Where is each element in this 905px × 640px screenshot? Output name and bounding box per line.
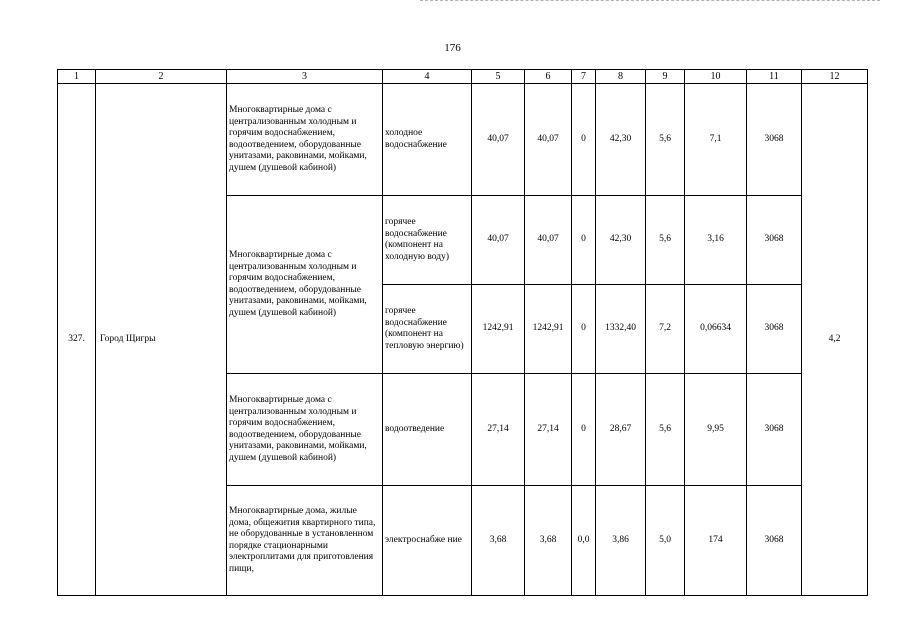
tariff-table [57, 69, 868, 596]
value-cell: 0,06634 [685, 285, 747, 374]
service-name: горячее водоснабжение (компонент на тепловую энергию) [383, 285, 472, 374]
value-cell: 27,14 [525, 374, 572, 486]
value-cell: 3,16 [685, 196, 747, 285]
page-number: 176 [444, 42, 461, 54]
value-cell: 40,07 [525, 84, 572, 196]
value-cell: 7,1 [685, 84, 747, 196]
header-cell: 7 [572, 70, 596, 84]
consumer-category: Многоквартирные дома с централизованным холодным и горячим водоснабжением, водоотведением, оборудованные унитазами, раковинами, мойками, душем (душевой кабиной) [227, 374, 383, 486]
city-name: Город Щигры [96, 84, 227, 596]
value-cell: 5,6 [646, 196, 685, 285]
header-cell: 6 [525, 70, 572, 84]
value-cell: 27,14 [472, 374, 525, 486]
value-cell: 40,07 [525, 196, 572, 285]
value-cell: 3,68 [525, 486, 572, 596]
service-name: водоотведение [383, 374, 472, 486]
value-cell: 5,6 [646, 84, 685, 196]
value-cell: 0 [572, 285, 596, 374]
service-name: горячее водоснабжение (компонент на холодную воду) [383, 196, 472, 285]
header-cell: 9 [646, 70, 685, 84]
value-cell: 42,30 [596, 84, 646, 196]
value-cell: 1242,91 [525, 285, 572, 374]
value-cell: 0 [572, 196, 596, 285]
coefficient-cell: 4,2 [802, 84, 868, 596]
header-cell: 1 [58, 70, 96, 84]
value-cell: 28,67 [596, 374, 646, 486]
value-cell: 1242,91 [472, 285, 525, 374]
header-cell: 10 [685, 70, 747, 84]
scan-border-line [420, 0, 880, 1]
value-cell: 5,0 [646, 486, 685, 596]
table-row [58, 84, 868, 196]
value-cell: 0 [572, 84, 596, 196]
value-cell: 9,95 [685, 374, 747, 486]
value-cell: 3068 [747, 374, 802, 486]
header-cell: 2 [96, 70, 227, 84]
value-cell: 7,2 [646, 285, 685, 374]
value-cell: 3068 [747, 285, 802, 374]
header-cell: 11 [747, 70, 802, 84]
value-cell: 3068 [747, 486, 802, 596]
value-cell: 5,6 [646, 374, 685, 486]
service-name: холодное водоснабжение [383, 84, 472, 196]
value-cell: 3,68 [472, 486, 525, 596]
value-cell: 0,0 [572, 486, 596, 596]
value-cell: 3,86 [596, 486, 646, 596]
header-cell: 8 [596, 70, 646, 84]
service-name: электроснабже ние [383, 486, 472, 596]
header-row [58, 70, 868, 84]
value-cell: 40,07 [472, 84, 525, 196]
value-cell: 174 [685, 486, 747, 596]
value-cell: 40,07 [472, 196, 525, 285]
consumer-category: Многоквартирные дома с централизованным холодным и горячим водоснабжением, водоотведением, оборудованные унитазами, раковинами, мойками, душем (душевой кабиной) [227, 196, 383, 374]
value-cell: 3068 [747, 84, 802, 196]
value-cell: 1332,40 [596, 285, 646, 374]
value-cell: 0 [572, 374, 596, 486]
value-cell: 3068 [747, 196, 802, 285]
consumer-category: Многоквартирные дома с централизованным холодным и горячим водоснабжением, водоотведением, оборудованные унитазами, раковинами, мойками, душем (душевой кабиной) [227, 84, 383, 196]
header-cell: 4 [383, 70, 472, 84]
consumer-category: Многоквартирные дома, жилые дома, общежития квартирного типа, не оборудованные в установленном порядке стационарными электроплитами для приготовления пищи, [227, 486, 383, 596]
row-number: 327. [58, 84, 96, 596]
header-cell: 5 [472, 70, 525, 84]
header-cell: 3 [227, 70, 383, 84]
value-cell: 42,30 [596, 196, 646, 285]
header-cell: 12 [802, 70, 868, 84]
